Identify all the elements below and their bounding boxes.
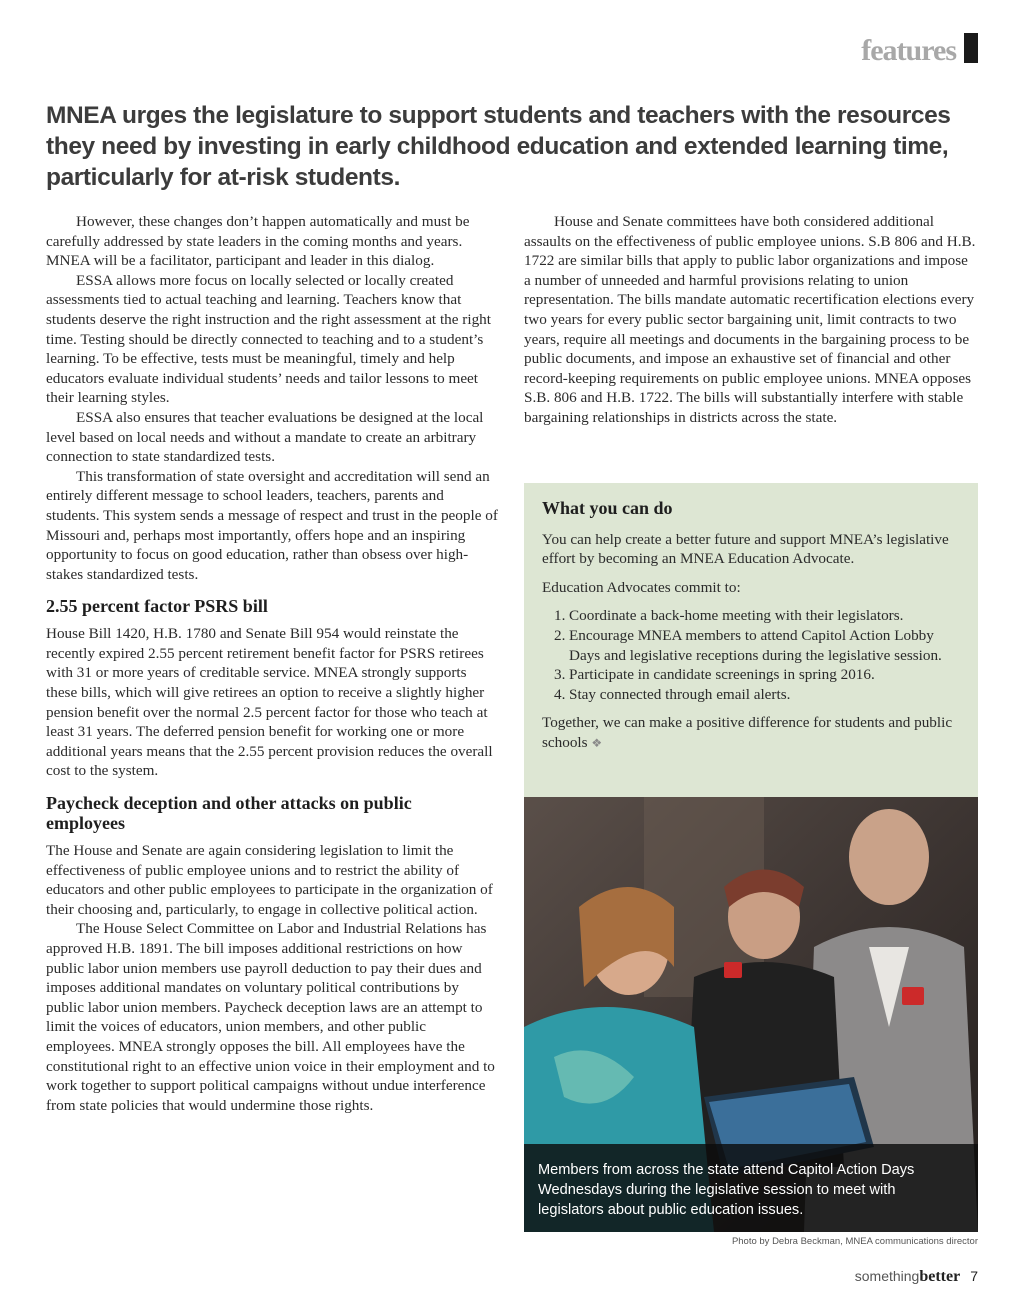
brand-something: something: [854, 1268, 920, 1284]
left-column: [46, 212, 498, 1115]
paragraph: This transformation of state oversight and accreditation will send an entirely different message to school leaders, teachers, parents and students. This system sends a message of respect and trust in the people of Missouri and, perhaps most importantly, offers hope and an inspiring opportunity to focus on good education, rather than obsess over high-stakes standardized tests.: [46, 467, 498, 583]
list-number: 1.: [554, 607, 566, 625]
list-text: Encourage MNEA members to attend Capitol Action Lobby Days and legislative receptions during the legislative session.: [569, 626, 942, 664]
list-item: [554, 665, 960, 685]
paragraph: House Bill 1420, H.B. 1780 and Senate Bill 954 would reinstate the recently expired 2.55 percent retirement benefit factor for PSRS retirees with 31 or more years of creditable service. MNEA strongly supports these bills, which will give retirees an option to receive a slightly higher pension benefit over the normal 2.5 percent factor for those who teach at least 31 years. The deferred pension benefit for working one or more additional years means that the 2.55 percent provision reduces the overall cost to the system.: [46, 625, 493, 780]
right-column: [524, 212, 978, 428]
paragraph: However, these changes don’t happen automatically and must be carefully addressed by state leaders in the coming months and years. MNEA will be a facilitator, participant and leader in this dialog.: [46, 213, 470, 270]
section-label: features: [861, 34, 956, 67]
list-item: [554, 685, 960, 705]
end-mark-icon: ❖: [591, 735, 603, 750]
paragraph: ESSA also ensures that teacher evaluations be designed at the local level based on local needs and without a mandate to create an arbitrary connection to state standardized tests.: [46, 408, 484, 466]
section-marker-bar: [964, 33, 978, 63]
event-photo: [524, 797, 978, 1232]
photo-caption: Members from across the state attend Capitol Action Days Wednesdays during the legislative session to meet with legislators about public education issues.: [524, 1144, 978, 1232]
brand-better: better: [919, 1268, 961, 1285]
sidebar-commit: Education Advocates commit to:: [542, 578, 741, 596]
headline: MNEA urges the legislature to support students and teachers with the resources they need by investing in early childhood education and extended learning time, particularly for at-risk students.: [46, 102, 951, 191]
page-footer: [855, 1268, 978, 1286]
list-item: [554, 606, 960, 626]
list-text: Participate in candidate screenings in spring 2016.: [569, 666, 875, 684]
commit-list: [554, 606, 960, 704]
photo-credit: Photo by Debra Beckman, MNEA communications director: [731, 1236, 978, 1247]
sidebar-title: What you can do: [542, 498, 673, 518]
heading-paycheck: Paycheck deception and other attacks on public employees: [46, 793, 412, 834]
list-item: [554, 626, 960, 665]
list-number: 4.: [554, 685, 566, 703]
list-text: Stay connected through email alerts.: [569, 685, 791, 703]
paragraph: House and Senate committees have both considered additional assaults on the effectiveness of public employee unions. S.B 806 and H.B. 1722 are similar bills that apply to public labor organizations and impose a number of unneeded and harmful provisions relating to union representation. The bills mandate automatic recertification elections every two years for every public sector bargaining unit, limit contracts to two years, require all meetings and documents in the bargaining process to be public documents, and impose an exhaustive set of financial and other record-keeping requirements on public employee unions. MNEA opposes S.B. 806 and H.B. 1722. The bills will substantially interfere with stable bargaining relationships in districts across the state.: [524, 213, 976, 426]
sidebar-closing: [542, 713, 960, 753]
paragraph: ESSA allows more focus on locally selected or locally created assessments tied to actual teaching and learning. Teachers know that students deserve the right instruction and the right assessment at the right time. Testing should be directly connected to teaching and to a student’s learning. To be effective, tests must be meaningful, timely and help educators evaluate individual students’ needs and tailor lessons to meet their learning styles.: [46, 271, 491, 407]
paragraph: The House Select Committee on Labor and Industrial Relations has approved H.B. 1891. The bill imposes additional restrictions on how public labor union members use payroll deduction to pay their dues and imposes additional mandates on voluntary political contributions by public labor union members. Paycheck deception laws are an attempt to limit the voices of educators, union members, and other public employees. MNEA strongly opposes the bill. All employees have the constitutional right to an effective union voice in their employment and to work together to support political campaigns without undue interference from state policies that would undermine those rights.: [46, 920, 495, 1114]
what-you-can-do-box: [524, 483, 978, 797]
sidebar-intro: You can help create a better future and support MNEA’s legislative effort by becoming an MNEA Education Advocate.: [542, 530, 949, 568]
paragraph: The House and Senate are again considering legislation to limit the effectiveness of public employee unions and to restrict the ability of educators and other public employees to participate in the organization of their choosing and, particularly, to engage in collective political action.: [46, 842, 493, 918]
page-number: 7: [970, 1268, 978, 1284]
list-text: Coordinate a back-home meeting with their legislators.: [569, 607, 904, 625]
heading-psrs: 2.55 percent factor PSRS bill: [46, 596, 268, 617]
closing-text: Together, we can make a positive difference for students and public schools: [542, 714, 953, 751]
list-number: 2.: [554, 626, 566, 644]
list-number: 3.: [554, 666, 566, 684]
